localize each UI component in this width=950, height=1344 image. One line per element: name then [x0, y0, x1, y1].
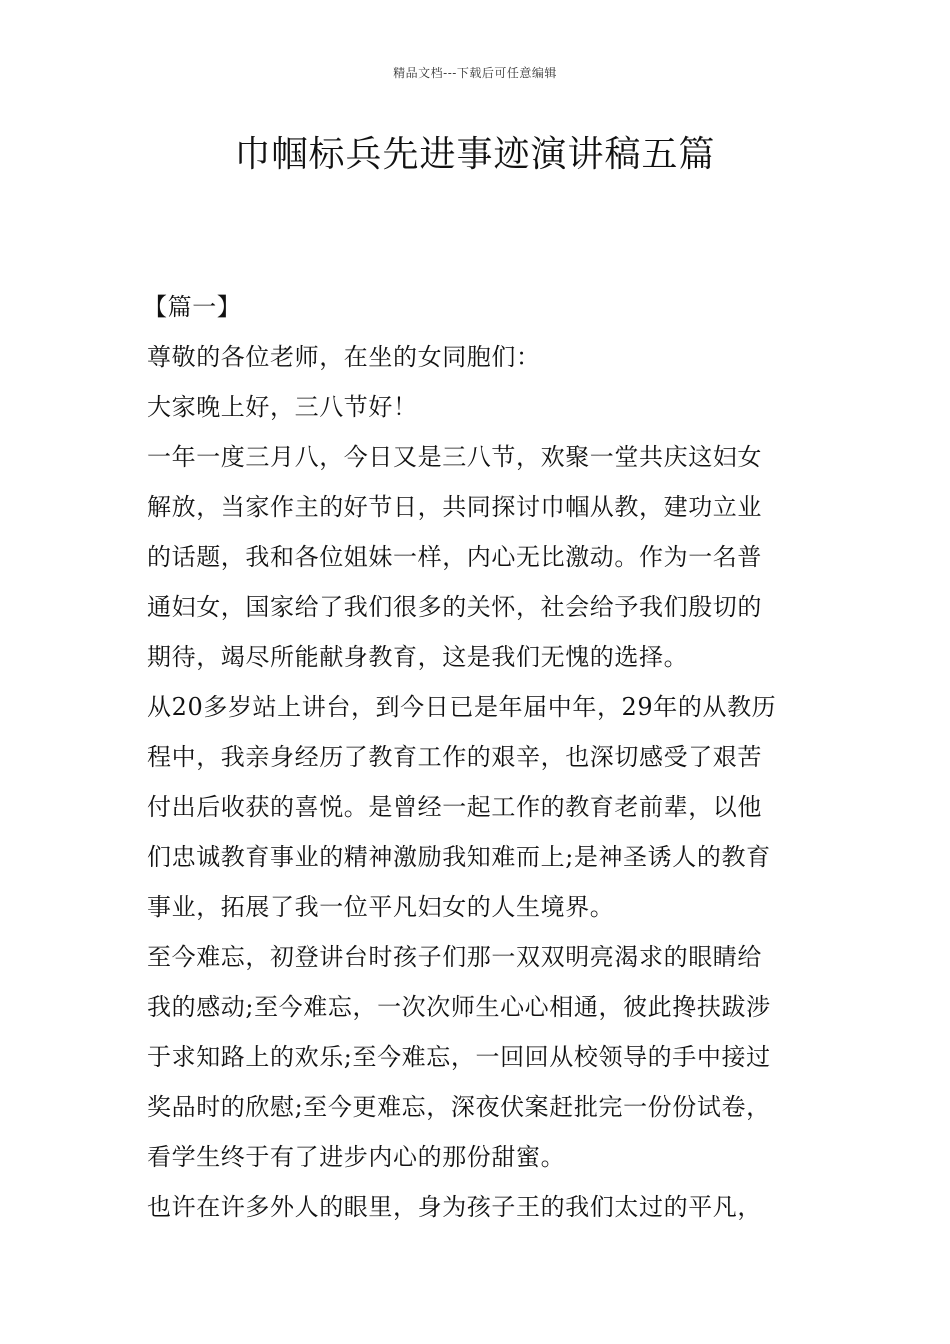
text-line: 从20多岁站上讲台，到今日已是年届中年，29年的从教历	[147, 693, 777, 721]
text-line: 尊敬的各位老师，在坐的女同胞们：	[147, 343, 541, 371]
text-line: 事业，拓展了我一位平凡妇女的人生境界。	[147, 893, 615, 921]
text-line: 一年一度三月八，今日又是三八节，欢聚一堂共庆这妇女	[147, 443, 762, 471]
text-line: 付出后收获的喜悦。是曾经一起工作的教育老前辈，以他	[147, 793, 762, 821]
document-title: 巾帼标兵先进事迹演讲稿五篇	[234, 134, 716, 175]
text-line: 期待，竭尽所能献身教育，这是我们无愧的选择。	[147, 643, 689, 671]
text-line: 我的感动;至今难忘，一次次师生心心相通，彼此搀扶跋涉	[147, 993, 771, 1021]
text-line: 也许在许多外人的眼里，身为孩子王的我们太过的平凡，	[147, 1193, 762, 1221]
text-line: 奖品时的欣慰;至今更难忘，深夜伏案赶批完一份份试卷，	[147, 1093, 771, 1121]
text-line: 们忠诚教育事业的精神激励我知难而上;是神圣诱人的教育	[147, 843, 771, 871]
text-line: 至今难忘，初登讲台时孩子们那一双双明亮渴求的眼睛给	[147, 943, 762, 971]
text-line: 程中，我亲身经历了教育工作的艰辛，也深切感受了艰苦	[147, 743, 762, 771]
text-line: 于求知路上的欢乐;至今难忘，一回回从校领导的手中接过	[147, 1043, 771, 1071]
text-line: 解放，当家作主的好节日，共同探讨巾帼从教，建功立业	[147, 493, 762, 521]
header-note: 精品文档---下载后可任意编辑	[393, 66, 557, 80]
text-line: 通妇女，国家给了我们很多的关怀，社会给予我们殷切的	[147, 593, 762, 621]
text-line: 看学生终于有了进步内心的那份甜蜜。	[147, 1143, 566, 1171]
text-line: 大家晚上好，三八节好！	[147, 393, 418, 421]
section-tag: 【篇一】	[143, 293, 242, 321]
document-body	[143, 282, 812, 1232]
text-line: 的话题，我和各位姐妹一样，内心无比激动。作为一名普	[147, 543, 762, 571]
